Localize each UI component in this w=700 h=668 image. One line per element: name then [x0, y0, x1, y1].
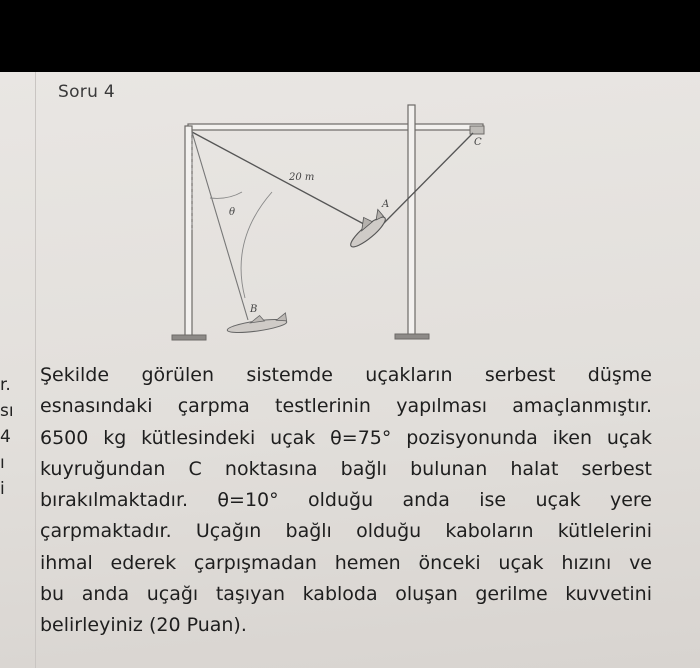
label-point-c: C [474, 137, 482, 148]
question-text-line: bu anda uçağı taşıyan kabloda oluşan gerilme kuvvetini [40, 583, 652, 606]
question-heading: Soru 4 [58, 82, 115, 102]
edge-fragment: sı [0, 401, 14, 421]
left-edge-fragments [0, 372, 20, 502]
cable-to-c [382, 133, 473, 225]
label-distance: 20 m [289, 172, 315, 183]
question-text-line: çarpmaktadır. Uçağın bağlı olduğu kaboların kütlelerini [40, 520, 652, 543]
top-beam [188, 124, 483, 130]
question-text-line: 6500 kg kütlesindeki uçak θ=75° pozisyonunda iken uçak [40, 426, 652, 449]
cable-to-a [192, 132, 375, 230]
airplane-a [342, 207, 389, 251]
label-angle: θ [229, 207, 236, 218]
cable-to-b [192, 132, 248, 320]
edge-fragment: ı [0, 453, 5, 473]
question-page [0, 72, 700, 668]
left-post-base [172, 335, 206, 340]
question-text-line: esnasındaki çarpma testlerinin yapılması amaçlanmıştır. [40, 395, 652, 418]
edge-fragment: r. [0, 375, 11, 395]
question-text-line: belirleyiniz (20 Puan). [40, 614, 247, 637]
bracket-c [470, 126, 484, 134]
left-post [185, 126, 192, 336]
question-text-line: kuyruğundan C noktasına bağlı bulunan halat serbest [40, 457, 652, 480]
right-post-base [395, 334, 429, 339]
question-text [40, 360, 652, 642]
right-post [408, 105, 415, 337]
angle-arc [210, 192, 242, 198]
margin-line [35, 72, 36, 668]
pendulum-figure [150, 100, 500, 350]
question-text-line: ihmal ederek çarpışmadan hemen önceki uçak hızını ve [40, 551, 652, 574]
question-text-line: bırakılmaktadır. θ=10° olduğu anda ise uçak yere [40, 489, 652, 512]
swing-arc [241, 192, 272, 298]
question-text-line: Şekilde görülen sistemde uçakların serbest düşme [40, 364, 652, 386]
edge-fragment: 4 [0, 427, 11, 447]
label-point-a: A [382, 199, 390, 210]
airplane-b [226, 312, 288, 335]
label-point-b: B [250, 304, 258, 315]
edge-fragment: i [0, 479, 5, 499]
